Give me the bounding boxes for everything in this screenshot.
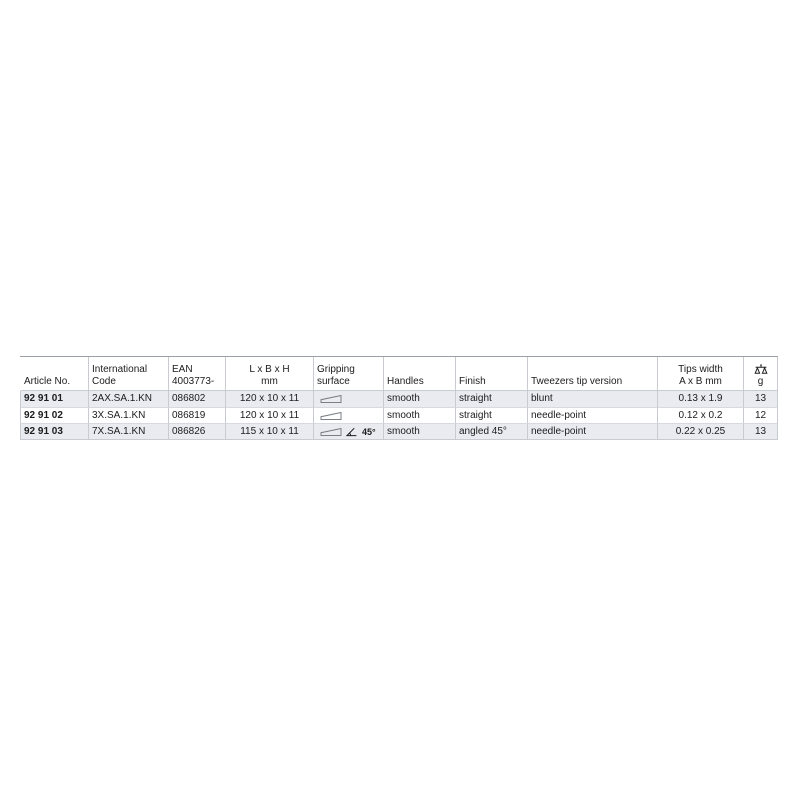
flat-tip-icon (320, 427, 342, 437)
header-weight-unit: g (757, 375, 764, 387)
header-line: Tips width (678, 364, 723, 375)
cell-handles: smooth (383, 407, 455, 423)
cell-tips-width: 0.12 x 0.2 (657, 407, 743, 423)
flat-tip-icon (320, 411, 342, 421)
cell-international-code: 7X.SA.1.KN (88, 423, 168, 439)
cell-ean: 086826 (168, 423, 225, 439)
header-line: Finish (459, 375, 486, 387)
header-line: L x B x H (249, 364, 290, 375)
header-article-no (20, 357, 88, 391)
cell-gripping-surface (313, 423, 383, 439)
cell-handles: smooth (383, 391, 455, 407)
cell-weight: 12 (743, 407, 778, 423)
cell-gripping-surface (313, 407, 383, 423)
cell-international-code: 3X.SA.1.KN (88, 407, 168, 423)
cell-article-no: 92 91 02 (20, 407, 88, 423)
header-line: International (92, 364, 148, 375)
header-weight (743, 357, 778, 391)
cell-weight: 13 (743, 391, 778, 407)
header-line: Handles (387, 375, 424, 387)
cell-weight: 13 (743, 423, 778, 439)
header-line: EAN (172, 364, 193, 375)
header-finish (455, 357, 527, 391)
header-line: mm (261, 375, 278, 387)
header-ean (168, 357, 225, 391)
header-handles (383, 357, 455, 391)
cell-dimensions: 120 x 10 x 11 (225, 391, 313, 407)
header-gripping-surface (313, 357, 383, 391)
cell-dimensions: 115 x 10 x 11 (225, 423, 313, 439)
cell-international-code: 2AX.SA.1.KN (88, 391, 168, 407)
cell-finish: angled 45° (455, 423, 527, 439)
cell-tip-version: blunt (527, 391, 657, 407)
header-line: surface (317, 375, 350, 387)
header-line: Tweezers tip version (531, 375, 623, 387)
header-line: Article No. (24, 375, 71, 387)
cell-tips-width: 0.22 x 0.25 (657, 423, 743, 439)
cell-handles: smooth (383, 423, 455, 439)
cell-tip-version: needle-point (527, 407, 657, 423)
tweezers-spec-table (20, 356, 778, 440)
header-dimensions (225, 357, 313, 391)
angle-45-icon (346, 427, 357, 437)
header-line: Code (92, 375, 116, 387)
header-tip-version (527, 357, 657, 391)
cell-dimensions: 120 x 10 x 11 (225, 407, 313, 423)
cell-ean: 086819 (168, 407, 225, 423)
header-line: Gripping (317, 364, 355, 375)
cell-finish: straight (455, 407, 527, 423)
angle-45-label: 45° (362, 426, 376, 437)
flat-tip-icon (320, 394, 342, 404)
cell-article-no: 92 91 03 (20, 423, 88, 439)
header-international-code (88, 357, 168, 391)
header-tips-width (657, 357, 743, 391)
header-line: 4003773- (172, 375, 215, 387)
header-line: A x B mm (679, 375, 722, 387)
cell-article-no: 92 91 01 (20, 391, 88, 407)
cell-ean: 086802 (168, 391, 225, 407)
cell-tips-width: 0.13 x 1.9 (657, 391, 743, 407)
cell-gripping-surface (313, 391, 383, 407)
cell-tip-version: needle-point (527, 423, 657, 439)
balance-scale-icon (754, 364, 768, 375)
cell-finish: straight (455, 391, 527, 407)
